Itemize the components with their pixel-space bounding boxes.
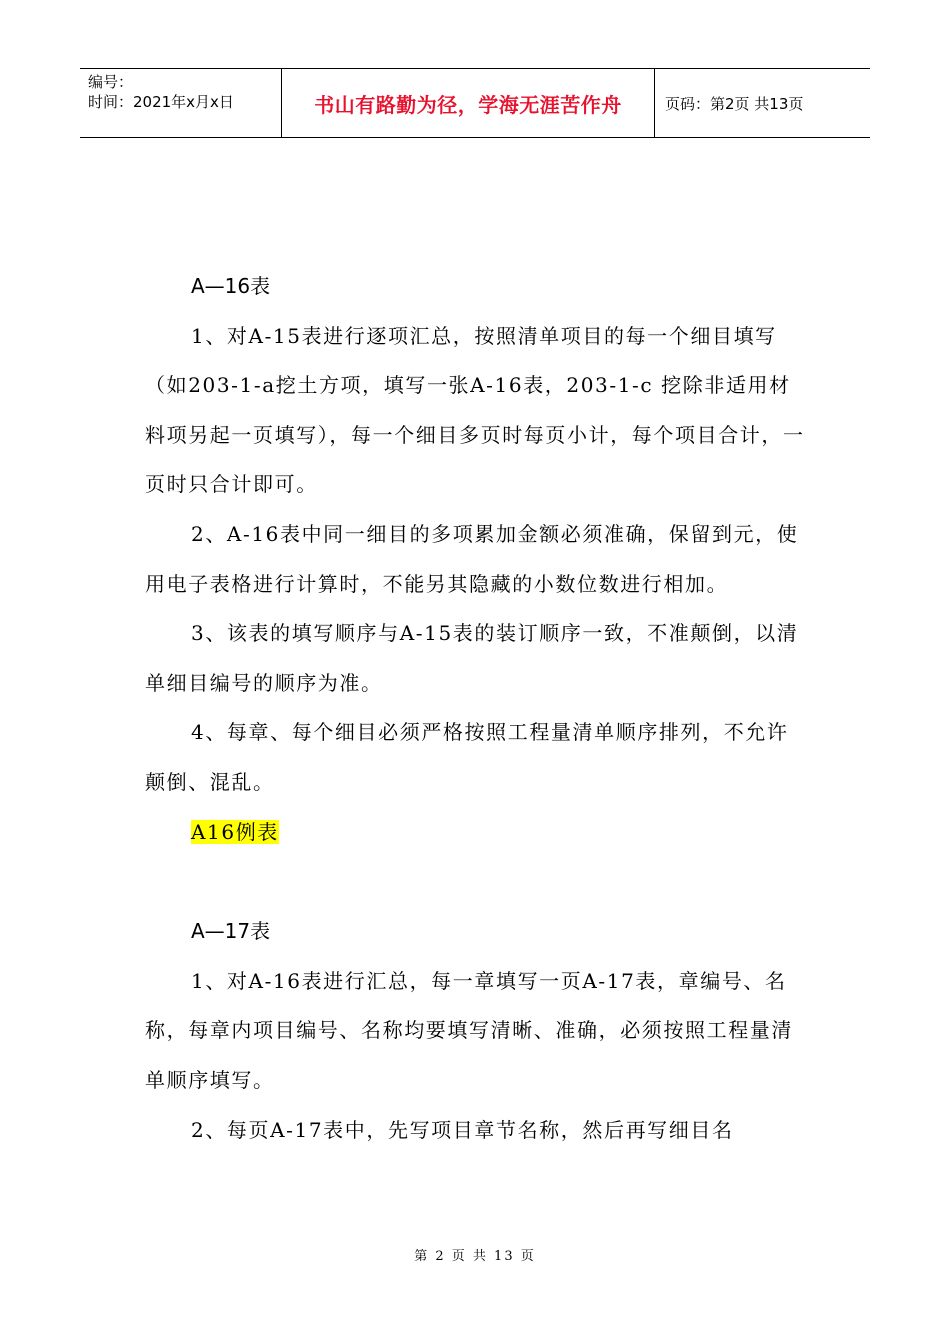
paragraph: 1、对A-16表进行汇总，每一章填写一页A-17表，章编号、名称，每章内项目编号、名称均要填写清晰、准确，必须按照工程量清单顺序填写。 xyxy=(145,968,793,1092)
spacer xyxy=(145,857,810,907)
header-time-label: 时间：2021年x月x日 xyxy=(88,93,234,111)
header-meta xyxy=(80,69,282,137)
header-number-label: 编号： xyxy=(88,73,134,91)
paragraph: 2、每页A-17表中，先写项目章节名称，然后再写细目名 xyxy=(191,1117,734,1142)
section-title-a17: A—17表 xyxy=(191,919,271,944)
header-motto: 书山有路勤为径，学海无涯苦作舟 xyxy=(282,69,655,137)
example-line xyxy=(145,808,810,858)
paragraph: 4、每章、每个细目必须严格按照工程量清单顺序排列，不允许颠倒、混乱。 xyxy=(145,720,789,794)
paragraph: 1、对A-15表进行逐项汇总，按照清单项目的每一个细目填写（如203-1-a挖土方项，填写一张A-16表，203-1-c 挖除非适用材料项另起一页填写），每一个细目多页时每页小计，每个项目合计，一页时只合计即可。 xyxy=(145,323,805,497)
paragraph: 2、A-16表中同一细目的多项累加金额必须准确，保留到元，使用电子表格进行计算时，不能另其隐藏的小数位数进行相加。 xyxy=(145,521,799,596)
header-page-info: 页码：第2页 共13页 xyxy=(665,94,804,113)
document-body xyxy=(145,262,810,1155)
paragraph: 3、该表的填写顺序与A-15表的装订顺序一致，不准颠倒，以清单细目编号的顺序为准。 xyxy=(145,621,799,695)
page-footer: 第 2 页 共 13 页 xyxy=(414,1249,536,1264)
section-title-a16: A—16表 xyxy=(191,274,271,298)
example-label-a16: A16例表 xyxy=(191,819,279,844)
page-header xyxy=(80,68,870,138)
